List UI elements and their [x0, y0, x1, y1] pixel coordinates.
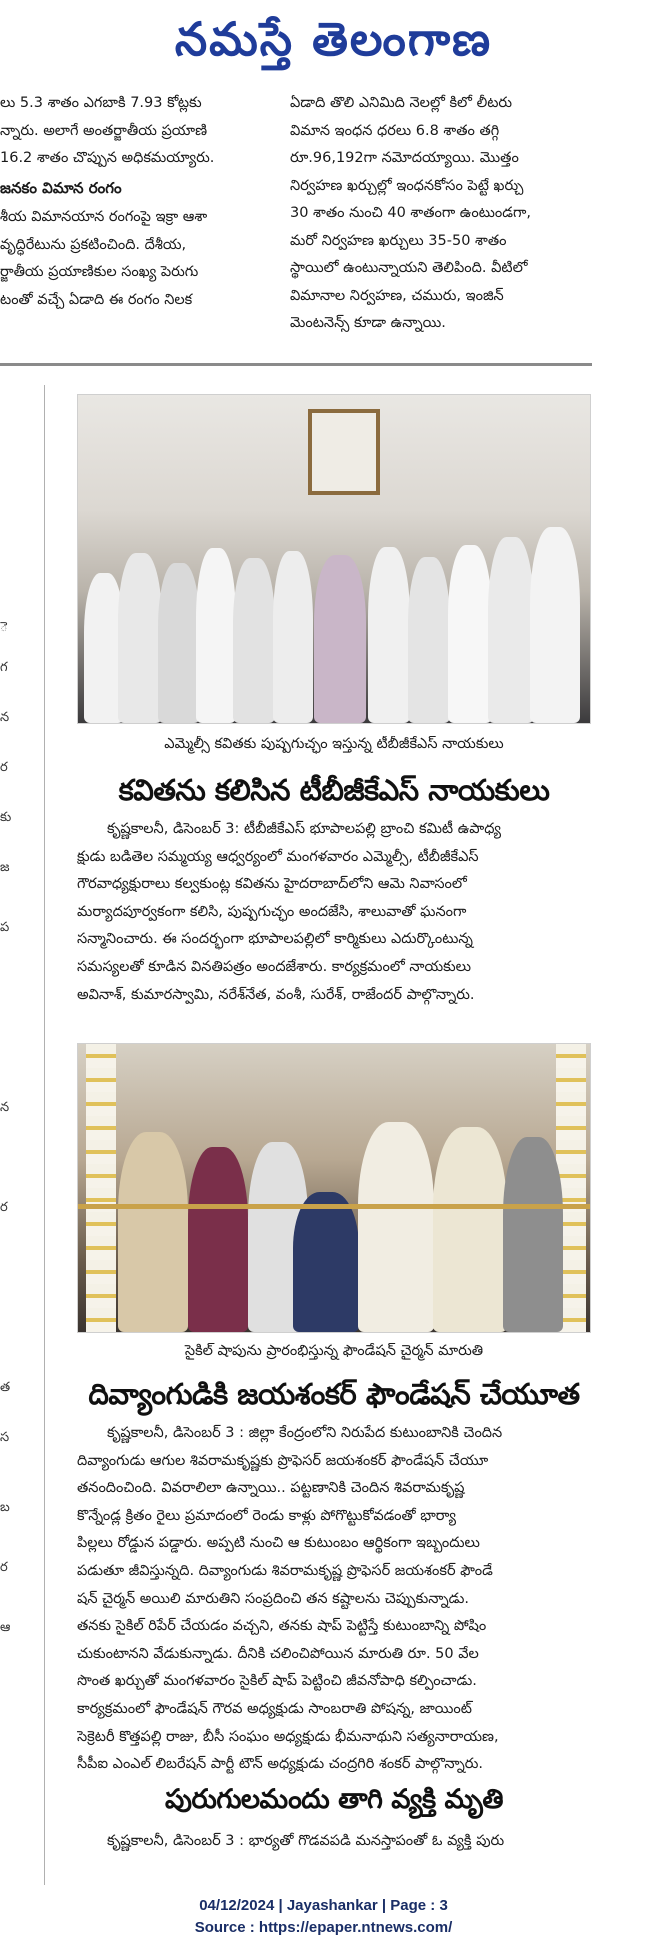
text-line: విమాన ఇంధన ధరలు 6.8 శాతం తగ్గి: [290, 122, 500, 139]
newspaper-title: నమస్తే తెలంగాణ: [174, 12, 493, 66]
text-line: కృష్ణకాలనీ, డిసెంబర్ 3: టీబీజీకేఎస్ భూపాలపల్లి బ్రాంచి కమిటీ ఉపాధ్య: [107, 821, 502, 837]
text-line: కొన్నేండ్ల క్రితం రైలు ప్రమాదంలో రెండు కాళ్లు పోగొట్టుకోవడంతో భార్యా: [77, 1507, 457, 1524]
clipped-text-fragment: ర: [0, 1560, 8, 1575]
photo-caption: సైకిల్ షాపును ప్రారంభిస్తున్న ఫౌండేషన్ చైర్మన్ మారుతి: [184, 1343, 484, 1359]
text-line: మరో నిర్వహణ ఖర్చులు 35-50 శాతం: [290, 232, 507, 249]
clipped-text-fragment: ె: [0, 620, 8, 635]
photo-crowd: [78, 1107, 590, 1332]
text-line: క్షుడు బడితెల సమ్మయ్య ఆధ్వర్యంలో మంగళవారం ఎమ్మెల్సీ, టీబీజీకేఎస్: [77, 848, 479, 865]
text-line: సెక్రెటరీ కొత్తపల్లి రాజు, బీసీ సంఘం అధ్యక్షుడు భీమనాథుని సత్యనారాయణ,: [77, 1728, 499, 1745]
source-link[interactable]: Source : https://epaper.ntnews.com/: [194, 1919, 453, 1936]
clipped-text-fragment: జ: [0, 860, 10, 875]
clipped-text-fragment: గ: [0, 660, 8, 675]
text-line: వృద్ధిరేటును ప్రకటించింది. దేశీయ,: [0, 236, 187, 253]
story-headline: కవితను కలిసిన టీబీజీకేఎస్ నాయకులు: [118, 773, 550, 807]
top-left-column: [0, 90, 280, 314]
clipped-text-fragment: ఆ: [0, 1620, 11, 1635]
clipped-text-fragment: త: [0, 1380, 11, 1395]
clipped-text-fragment: స: [0, 1430, 10, 1445]
page-footer: [0, 1895, 647, 1939]
text-line: శీయ విమానయాన రంగంపై ఇక్రా ఆశా: [0, 209, 208, 225]
text-line: విమానాల నిర్వహణ, చమురు, ఇంజిన్: [290, 287, 504, 304]
text-line: షన్ చైర్మన్ అయిలి మారుతిని సంప్రదించి తన కష్టాలను చెప్పుకున్నాడు.: [77, 1590, 469, 1607]
group-photo-kavitha: [77, 394, 591, 724]
clipped-text-fragment: బ: [0, 1500, 10, 1515]
text-line: టంతో వచ్చే ఏడాది ఈ రంగం నిలక: [0, 291, 193, 308]
wall-portrait: [308, 409, 380, 495]
text-line: పిల్లలు రోడ్డున పడ్డారు. అప్పటి నుంచి ఆ కుటుంబం ఆర్థికంగా ఇబ్బందులు: [77, 1535, 480, 1552]
text-line: 30 శాతం నుంచి 40 శాతంగా ఉంటుండగా,: [290, 205, 531, 221]
masthead: [0, 0, 647, 86]
text-line: తనందించింది. వివరాలిలా ఉన్నాయి.. పట్టణానికి చెందిన శివరామకృష్ణ: [77, 1480, 465, 1497]
text-line: నిర్వహణ ఖర్చుల్లో ఇంధనకోసం పెట్టే ఖర్చు: [290, 177, 524, 194]
text-line: ఏడాది తొలి ఎనిమిది నెలల్లో కిలో లీటరు: [290, 95, 513, 111]
clipped-text-fragment: న: [0, 1100, 10, 1115]
text-line: సీపీఐ ఎంఎల్ లిబరేషన్ పార్టీ టౌన్ అధ్యక్షుడు చంద్రగిరి శంకర్ పాల్గొన్నారు.: [77, 1756, 483, 1773]
text-line: ర్జాతీయ ప్రయాణికుల సంఖ్య పెరుగు: [0, 264, 199, 280]
text-line: మర్యాదపూర్వకంగా కలిసి, పుష్పగుచ్ఛం అందజేసి, శాలువాతో ఘనంగా: [77, 903, 467, 920]
story-headline: దివ్యాంగుడికి జయశంకర్ ఫౌండేషన్ చేయూత: [88, 1377, 580, 1411]
text-line: దివ్యాంగుడు ఆగుల శివరామకృష్ణకు ప్రొఫెసర్ జయశంకర్ ఫౌండేషన్ చేయూ: [77, 1452, 489, 1469]
text-line: మెంటనెన్స్ కూడా ఉన్నాయి.: [290, 315, 446, 331]
clipped-text-fragment: ప: [0, 920, 10, 935]
text-line: రూ.96,192గా నమోదయ్యాయి. మొత్తం: [290, 150, 519, 166]
clipped-text-fragment: న: [0, 710, 10, 725]
column-divider: [44, 385, 45, 1885]
section-divider: [0, 363, 592, 366]
text-line: కృష్ణకాలనీ, డిసెంబర్ 3 : భార్యతో గొడవపడి మనస్తాపంతో ఓ వ్యక్తి పురు: [107, 1833, 505, 1849]
photo-crowd: [78, 520, 590, 723]
text-line: న్నారు. అలాగే అంతర్జాతీయ ప్రయాణి: [0, 122, 208, 139]
text-line: సమస్యలతో కూడిన వినతిపత్రం అందజేశారు. కార్యక్రమంలో నాయకులు: [77, 958, 471, 975]
story-headline: పురుగులమందు తాగి వ్యక్తి మృతి: [165, 1784, 503, 1815]
top-right-column: [290, 90, 590, 338]
text-line: సన్మానించారు. ఈ సందర్భంగా భూపాలపల్లిలో కార్మికులు ఎదుర్కొంటున్న: [77, 931, 473, 948]
text-line: కార్యక్రమంలో ఫౌండేషన్ గౌరవ అధ్యక్షుడు సాంబరాతి పోషన్న, జాయింట్: [77, 1700, 472, 1717]
clipped-text-fragment: ర: [0, 760, 8, 775]
text-line: లు 5.3 శాతం ఎగబాకి 7.93 కోట్లకు: [0, 95, 202, 111]
photo-caption: ఎమ్మెల్సీ కవితకు పుష్పగుచ్ఛం ఇస్తున్న టీబీజీకేఎస్ నాయకులు: [164, 736, 504, 752]
inauguration-ribbon: [78, 1204, 590, 1209]
text-line: తనకు సైకిల్ రిపేర్ చేయడం వచ్చని, తనకు షాప్ పెట్టిస్తే కుటుంబాన్ని పోషిం: [77, 1618, 487, 1635]
text-line: అవినాశ్, కుమారస్వామి, నరేశ్‌నేత, వంశీ, సురేశ్, రాజేందర్ పాల్గొన్నారు.: [77, 986, 475, 1003]
text-line: 16.2 శాతం చొప్పున అధికమయ్యారు.: [0, 150, 215, 166]
text-line: స్థాయిలో ఉంటున్నాయని తెలిపింది. వీటిలో: [290, 260, 528, 276]
text-line: చుకుంటానని వేడుకున్నాడు. దీనికి చలించిపోయిన మారుతి రూ. 50 వేల: [77, 1645, 479, 1662]
story-body: [77, 1420, 591, 1779]
top-article-columns: [0, 90, 592, 350]
clipped-text-fragment: ర: [0, 1200, 8, 1215]
story-body: [77, 816, 591, 1009]
shop-inauguration-photo: [77, 1043, 591, 1333]
edition-info: 04/12/2024 | Jayashankar | Page : 3: [199, 1897, 448, 1914]
text-line: సొంత ఖర్చుతో మంగళవారం సైకిల్ షాప్ పెట్టించి జీవనోపాధి కల్పించాడు.: [77, 1673, 477, 1690]
story-body: [77, 1828, 591, 1884]
clipped-text-fragment: కు: [0, 810, 12, 825]
text-line: పడుతూ జీవిస్తున్నది. దివ్యాంగుడు శివరామకృష్ణ ప్రొఫెసర్ జయశంకర్ ఫౌండే: [77, 1562, 493, 1579]
text-line: గౌరవాధ్యక్షురాలు కల్వకుంట్ల కవితను హైదరాబాద్‌లోని ఆమె నివాసంలో: [77, 876, 467, 893]
text-line: కృష్ణకాలనీ, డిసెంబర్ 3 : జిల్లా కేంద్రంలోని నిరుపేద కుటుంబానికి చెందిన: [107, 1425, 503, 1441]
section-subhead: జనకం విమాన రంగం: [0, 178, 122, 197]
